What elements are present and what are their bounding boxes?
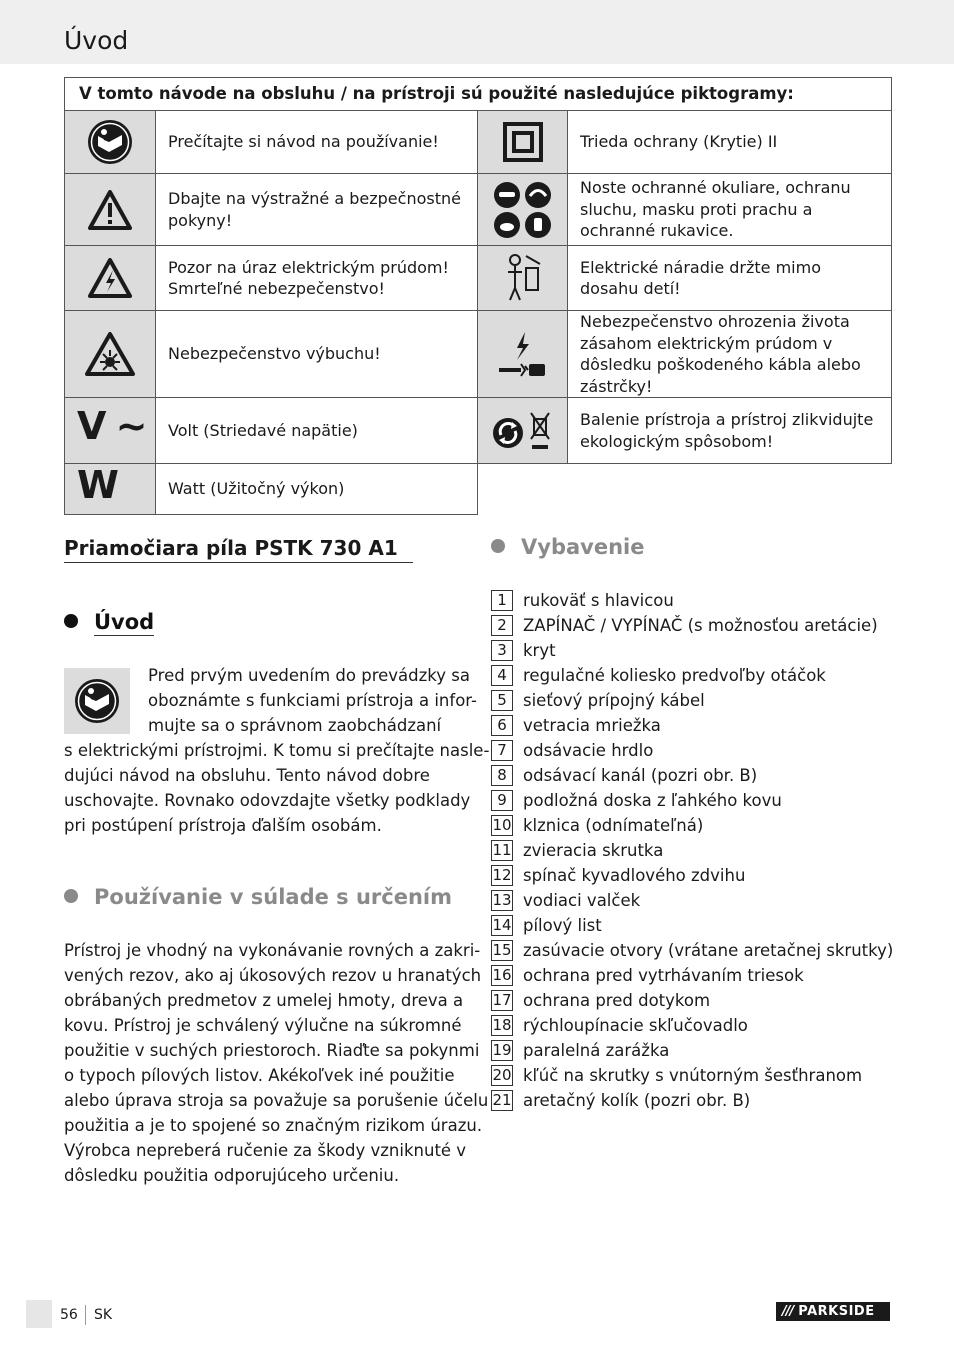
item-number: 11 xyxy=(492,841,512,859)
list-item xyxy=(491,1014,893,1039)
item-label: kľúč na skrutky s vnútorným šesťhranom xyxy=(523,1066,863,1085)
damaged-cable-icon xyxy=(497,328,549,380)
pictogram-table-heading: V tomto návode na obsluhu / na prístroji sú použité nasledujúce piktogramy: xyxy=(65,78,892,111)
pictogram-text: Volt (Striedavé napätie) xyxy=(156,398,478,464)
item-number: 19 xyxy=(492,1041,512,1059)
read-manual-icon xyxy=(87,119,133,165)
list-item xyxy=(491,1064,893,1089)
item-label: zvieracia skrutka xyxy=(523,841,664,860)
bullet-dot xyxy=(64,889,78,903)
item-number: 16 xyxy=(492,966,512,984)
list-item xyxy=(491,939,893,964)
intro-body-text: s elektrickými prístrojmi. K tomu si prečítajte nasle- dujúci návod na obsluhu. Tento návod dobre uschovajte. Rovnako odovzdajte všetky podklady pri postúpení prístroja ďalším osobám. xyxy=(64,741,490,835)
intro-wrapped-text: Pred prvým uvedením do prevádzky sa oboznámte s funkciami prístroja a infor- mujte sa o správnom zaobchádzaní xyxy=(148,666,477,735)
item-number: 18 xyxy=(492,1016,512,1034)
item-label: regulačné koliesko predvoľby otáčok xyxy=(523,666,826,685)
item-label: klznica (odnímateľná) xyxy=(523,816,704,835)
bullet-dot xyxy=(491,539,505,553)
volt-ac-icon: V ~ xyxy=(77,404,146,449)
watt-icon: W xyxy=(77,462,119,507)
item-number: 6 xyxy=(491,715,513,736)
item-label: odsávacie hrdlo xyxy=(523,741,654,760)
pictogram-text: Balenie prístroja a prístroj zlikvidujte ekologickým spôsobom! xyxy=(568,398,892,464)
header-band xyxy=(0,0,954,64)
equipment-list xyxy=(491,589,893,1114)
item-label: kryt xyxy=(523,641,556,660)
pictogram-text: Watt (Užitočný výkon) xyxy=(156,464,478,515)
list-item xyxy=(491,839,893,864)
item-label: zasúvacie otvory (vrátane aretačnej skrutky) xyxy=(523,941,894,960)
item-label: podložná doska z ľahkého kovu xyxy=(523,791,782,810)
pictogram-text: Trieda ochrany (Krytie) II xyxy=(568,111,892,174)
usage-heading: Používanie v súlade s určením xyxy=(64,885,452,909)
item-number: 17 xyxy=(492,991,512,1009)
protection-class-ii-icon xyxy=(503,122,543,162)
intro-heading: Úvod xyxy=(64,610,154,634)
item-number: 12 xyxy=(492,866,512,884)
footer-divider xyxy=(85,1305,86,1325)
item-label: aretačný kolík (pozri obr. B) xyxy=(523,1091,751,1110)
item-label: pílový list xyxy=(523,916,602,935)
list-item xyxy=(491,989,893,1014)
item-number: 7 xyxy=(491,740,513,761)
list-item xyxy=(491,964,893,989)
brand-logo: /// PARKSIDE xyxy=(776,1302,890,1321)
list-item xyxy=(491,739,893,764)
footer-marker xyxy=(26,1300,52,1328)
item-label: sieťový prípojný kábel xyxy=(523,691,705,710)
item-label: ochrana pred dotykom xyxy=(523,991,711,1010)
list-item xyxy=(491,764,893,789)
list-item xyxy=(491,864,893,889)
equipment-heading: Vybavenie xyxy=(491,535,644,559)
item-label: rukoväť s hlavicou xyxy=(523,591,674,610)
list-item xyxy=(491,1039,893,1064)
list-item xyxy=(491,914,893,939)
list-item xyxy=(491,639,893,664)
electric-shock-icon xyxy=(88,258,132,298)
list-item xyxy=(491,589,893,614)
read-manual-icon xyxy=(74,678,120,724)
intro-icon-box xyxy=(64,668,130,734)
list-item xyxy=(491,714,893,739)
item-label: odsávací kanál (pozri obr. B) xyxy=(523,766,758,785)
product-title: Priamočiara píla PSTK 730 A1 xyxy=(64,536,413,563)
explosion-icon xyxy=(85,332,135,376)
pictogram-text: Nebezpečenstvo ohrozenia života zásahom elektrickým prúdom v dôsledku poškodeného kábla alebo zástrčky! xyxy=(568,311,892,398)
list-item xyxy=(491,889,893,914)
item-number: 13 xyxy=(492,891,512,909)
item-number: 15 xyxy=(492,941,512,959)
list-item xyxy=(491,1089,893,1114)
item-label: ochrana pred vytrhávaním triesok xyxy=(523,966,804,985)
pictogram-text: Dbajte na výstražné a bezpečnostné pokyny! xyxy=(156,174,478,246)
list-item xyxy=(491,814,893,839)
item-number: 4 xyxy=(491,665,513,686)
item-number: 8 xyxy=(491,765,513,786)
item-number: 5 xyxy=(491,690,513,711)
page-number: 56 xyxy=(60,1307,78,1323)
item-label: ZAPÍNAČ / VYPÍNAČ (s možnosťou aretácie) xyxy=(523,616,878,635)
item-label: vodiaci valček xyxy=(523,891,641,910)
pictogram-table xyxy=(64,77,892,515)
item-number: 10 xyxy=(492,816,512,834)
item-number: 3 xyxy=(491,640,513,661)
warning-triangle-icon xyxy=(88,190,132,230)
language-code: SK xyxy=(94,1307,113,1323)
list-item xyxy=(491,789,893,814)
item-number: 9 xyxy=(491,790,513,811)
pictogram-text: Nebezpečenstvo výbuchu! xyxy=(156,311,478,398)
item-number: 1 xyxy=(491,590,513,611)
keep-away-children-icon xyxy=(504,252,542,304)
item-label: spínač kyvadlového zdvihu xyxy=(523,866,746,885)
list-item xyxy=(491,614,893,639)
item-number: 2 xyxy=(491,615,513,636)
item-number: 21 xyxy=(492,1091,512,1109)
pictogram-text: Prečítajte si návod na používanie! xyxy=(156,111,478,174)
pictogram-text: Pozor na úraz elektrickým prúdom! Smrteľné nebezpečenstvo! xyxy=(156,246,478,311)
protective-equipment-icon xyxy=(492,180,554,240)
bullet-dot xyxy=(64,614,78,628)
item-label: vetracia mriežka xyxy=(523,716,661,735)
item-number: 20 xyxy=(492,1066,512,1084)
pictogram-text: Elektrické náradie držte mimo dosahu detí! xyxy=(568,246,892,311)
pictogram-text: Noste ochranné okuliare, ochranu sluchu, masku proti prachu a ochranné rukavice. xyxy=(568,174,892,246)
item-number: 14 xyxy=(492,916,512,934)
list-item xyxy=(491,664,893,689)
recycle-dispose-icon xyxy=(492,409,554,453)
item-label: rýchloupínacie skľučovadlo xyxy=(523,1016,748,1035)
list-item xyxy=(491,689,893,714)
usage-body-text: Prístroj je vhodný na vykonávanie rovných a zakri- vených rezov, ako aj úkosových rezov u hranatých obrábaných predmetov z umelej hmoty, dreva a kovu. Prístroj je schválený výlučne na súkromné použitie v suchých priestoroch. Riaďte sa pokynmi o typoch pílových listov. Akékoľvek iné použitie alebo úprava stroja sa považuje sa porušenie účelu použitia a je to spojené so značným rizikom úrazu. Výrobca nepreberá ručenie za škody vzniknuté v dôsledku použitia odporujúceho určeniu. xyxy=(64,941,489,1185)
page-title: Úvod xyxy=(64,26,129,55)
item-label: paralelná zarážka xyxy=(523,1041,670,1060)
